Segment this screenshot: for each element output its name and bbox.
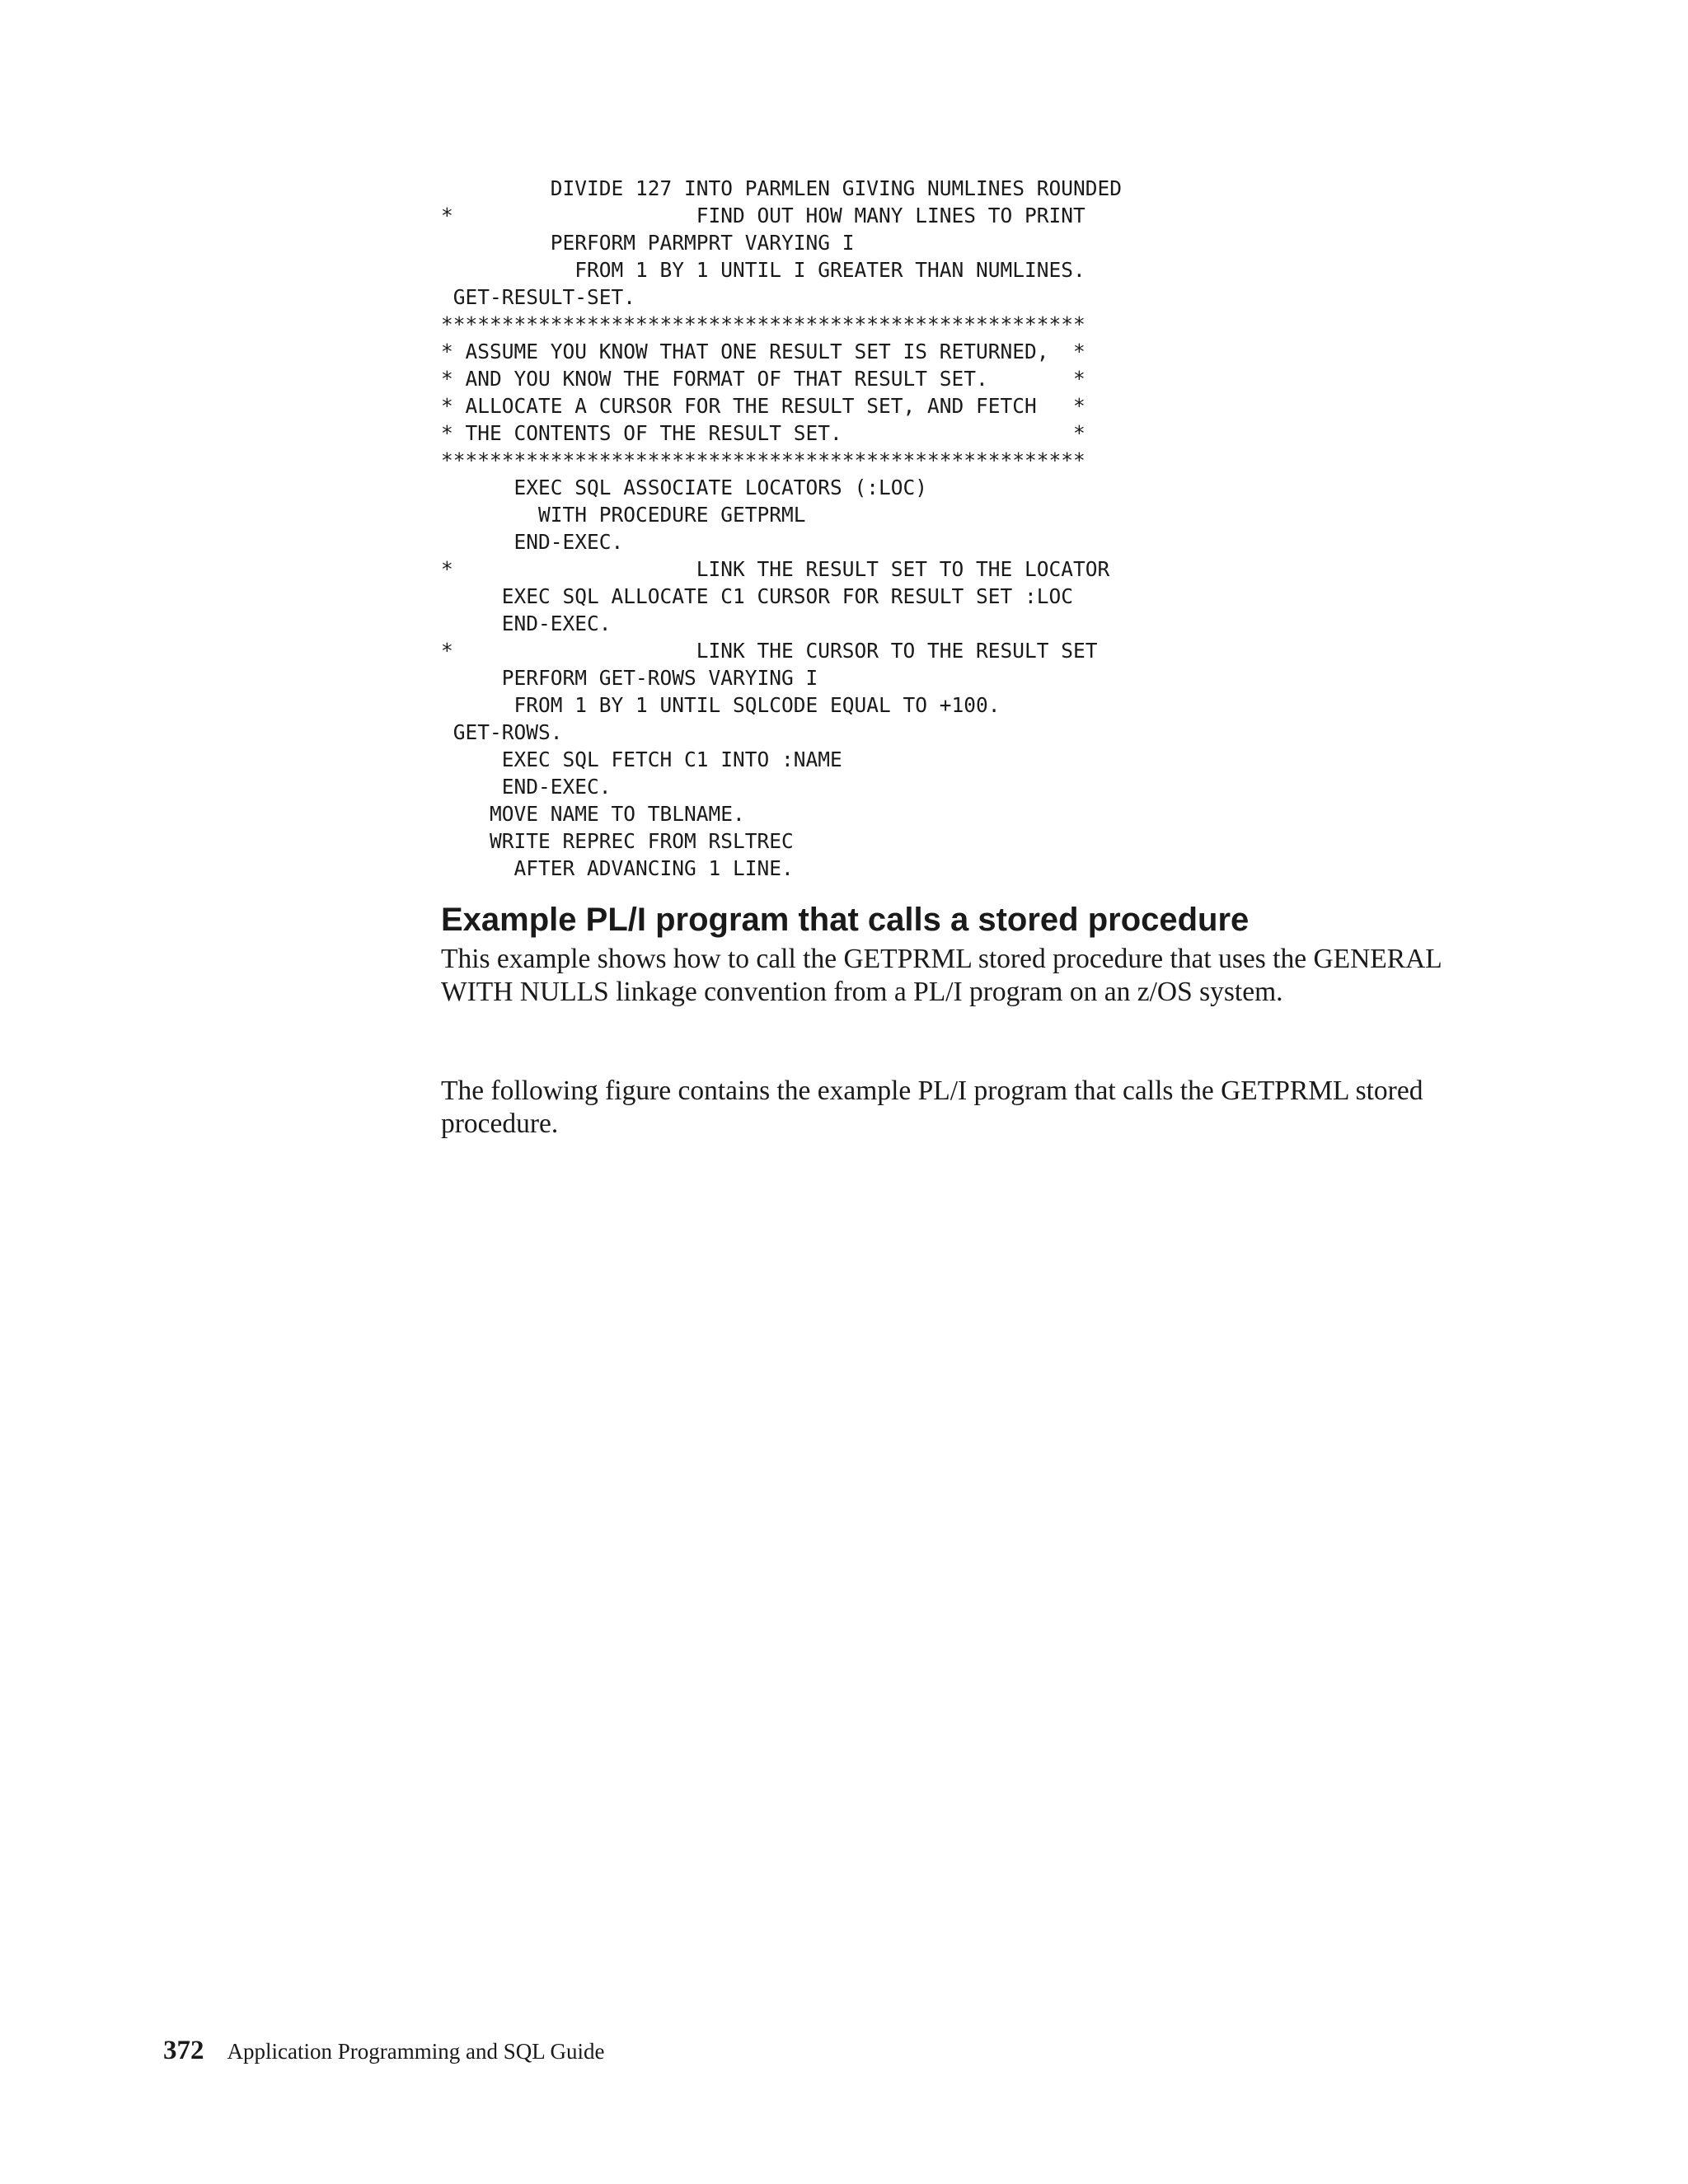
code-line: END-EXEC. bbox=[441, 775, 612, 799]
code-line: * THE CONTENTS OF THE RESULT SET. * bbox=[441, 421, 1085, 445]
code-line: DIVIDE 127 INTO PARMLEN GIVING NUMLINES ROUNDED bbox=[441, 176, 1123, 200]
code-line: WITH PROCEDURE GETPRML bbox=[441, 503, 806, 527]
code-line: * ASSUME YOU KNOW THAT ONE RESULT SET IS RETURNED, * bbox=[441, 340, 1085, 363]
code-line: END-EXEC. bbox=[441, 530, 624, 554]
code-line: MOVE NAME TO TBLNAME. bbox=[441, 802, 745, 826]
code-line: AFTER ADVANCING 1 LINE. bbox=[441, 856, 794, 880]
code-line: * AND YOU KNOW THE FORMAT OF THAT RESULT SET. * bbox=[441, 367, 1085, 391]
code-line: * LINK THE CURSOR TO THE RESULT SET bbox=[441, 639, 1098, 663]
code-line: * ALLOCATE A CURSOR FOR THE RESULT SET, AND FETCH * bbox=[441, 394, 1085, 418]
code-line: FROM 1 BY 1 UNTIL SQLCODE EQUAL TO +100. bbox=[441, 693, 1001, 717]
code-line: ***************************************************** bbox=[441, 448, 1085, 472]
code-line: PERFORM GET-ROWS VARYING I bbox=[441, 666, 818, 690]
body-paragraph: This example shows how to call the GETPRML stored procedure that uses the GENERAL WITH NULLS linkage convention from a PL/I program on an z/OS system. bbox=[441, 944, 1442, 1007]
code-line: EXEC SQL ASSOCIATE LOCATORS (:LOC) bbox=[441, 476, 928, 499]
cobol-code-listing bbox=[441, 175, 1122, 882]
code-line: GET-ROWS. bbox=[441, 720, 563, 744]
code-line: PERFORM PARMPRT VARYING I bbox=[441, 231, 855, 255]
code-line: EXEC SQL FETCH C1 INTO :NAME bbox=[441, 748, 842, 771]
book-title: Application Programming and SQL Guide bbox=[227, 2039, 605, 2064]
code-line: GET-RESULT-SET. bbox=[441, 285, 636, 309]
body-paragraph: The following figure contains the example PL/I program that calls the GETPRML stored procedure. bbox=[441, 1076, 1423, 1139]
code-line: * FIND OUT HOW MANY LINES TO PRINT bbox=[441, 204, 1085, 227]
page-footer bbox=[163, 2036, 604, 2066]
code-line: FROM 1 BY 1 UNTIL I GREATER THAN NUMLINES. bbox=[441, 258, 1085, 282]
code-line: END-EXEC. bbox=[441, 612, 612, 635]
code-line: * LINK THE RESULT SET TO THE LOCATOR bbox=[441, 557, 1110, 581]
code-line: ***************************************************** bbox=[441, 312, 1085, 336]
section-heading: Example PL/I program that calls a stored procedure bbox=[441, 902, 1250, 938]
code-line: WRITE REPREC FROM RSLTREC bbox=[441, 829, 794, 853]
page-number: 372 bbox=[163, 2036, 204, 2065]
code-line: EXEC SQL ALLOCATE C1 CURSOR FOR RESULT SET :LOC bbox=[441, 584, 1074, 608]
